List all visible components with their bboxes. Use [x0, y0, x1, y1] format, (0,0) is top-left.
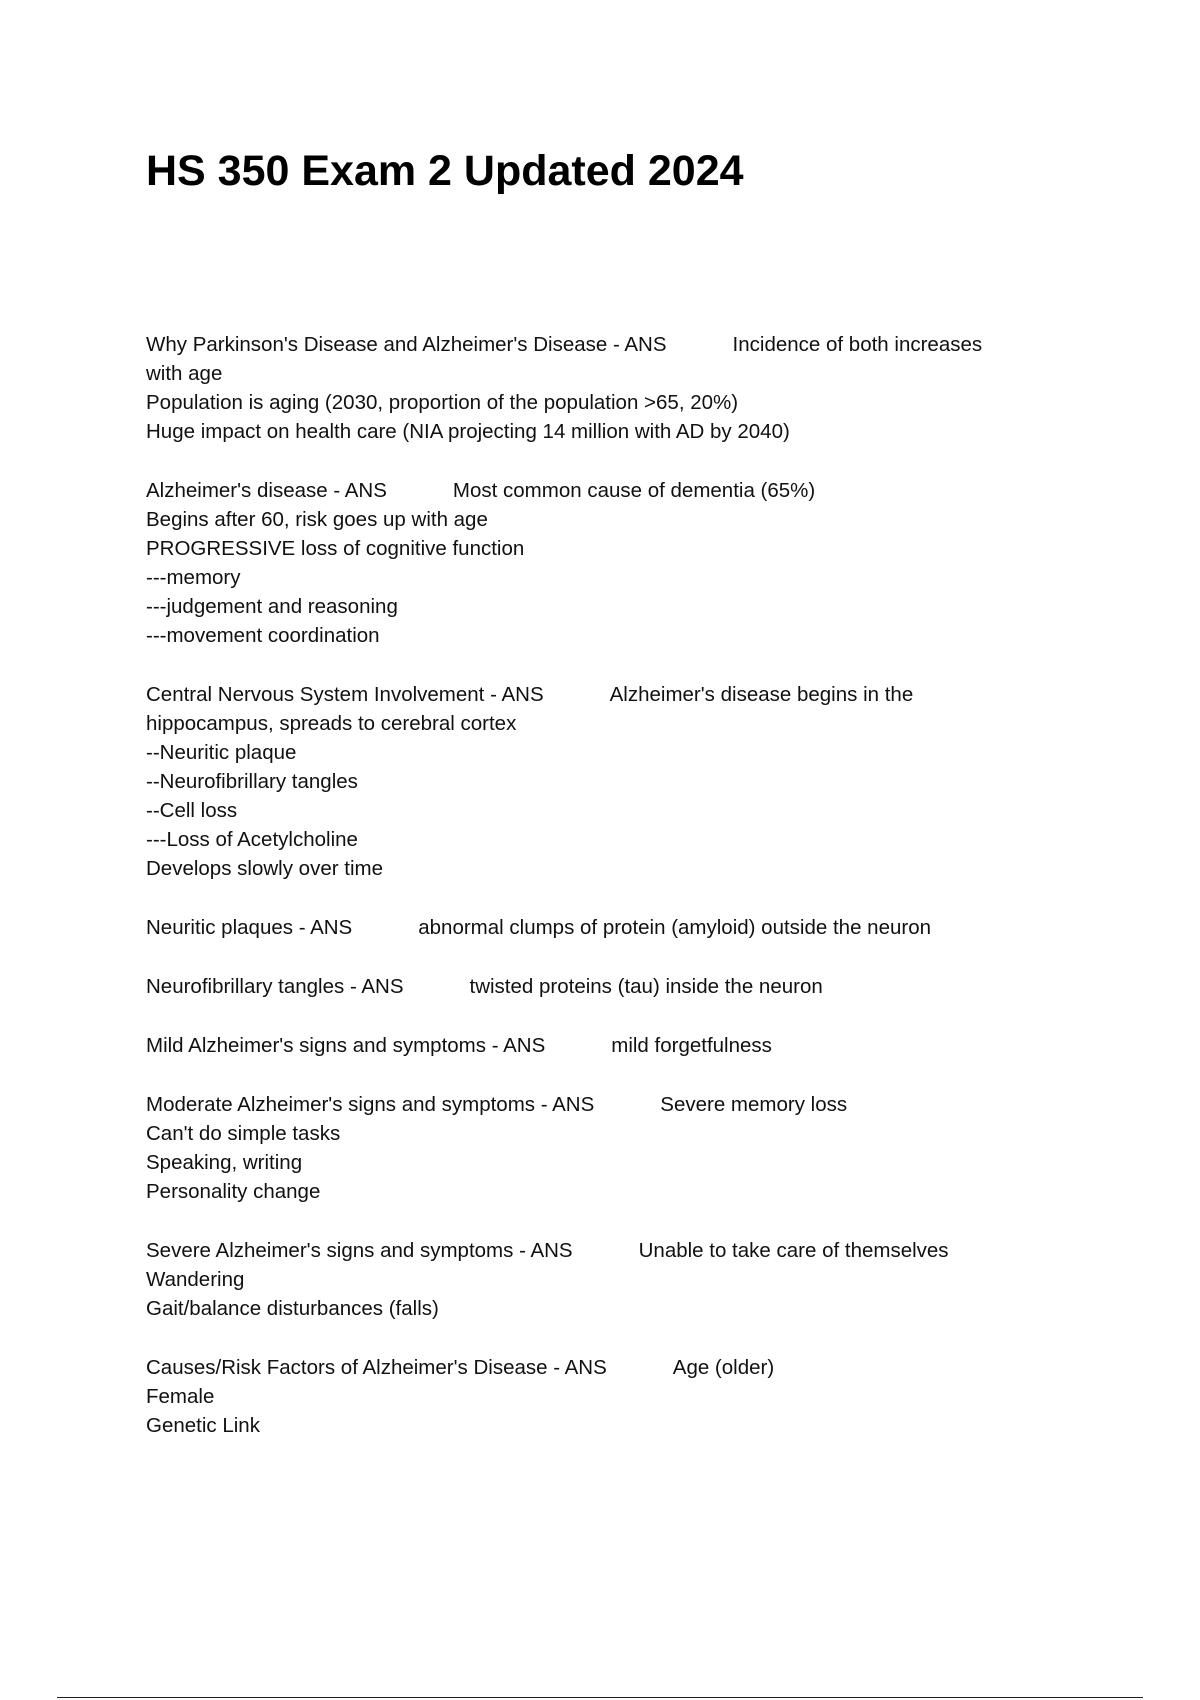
entry-answer-line: Wandering [146, 1268, 245, 1291]
entry-heading-line [146, 1236, 1066, 1265]
entry-heading-line [146, 913, 1066, 942]
entry-term: Causes/Risk Factors of Alzheimer's Disease - ANS [146, 1356, 607, 1379]
flashcard-entry [146, 1031, 1066, 1060]
page-bottom-divider [57, 1697, 1143, 1698]
document-title: HS 350 Exam 2 Updated 2024 [146, 147, 744, 195]
entry-answer-line: with age [146, 362, 223, 385]
entry-answer-line: --Cell loss [146, 799, 238, 822]
entry-term: Mild Alzheimer's signs and symptoms - ANS [146, 1034, 546, 1057]
entry-heading-line [146, 680, 1066, 709]
entry-answer: mild forgetfulness [611, 1034, 772, 1057]
entry-term: Neurofibrillary tangles - ANS [146, 975, 404, 998]
entry-term: Severe Alzheimer's signs and symptoms - ANS [146, 1239, 573, 1262]
entry-answer-line: --Neuritic plaque [146, 741, 297, 764]
entry-answer-line: Personality change [146, 1180, 321, 1203]
entry-answer: Alzheimer's disease begins in the [609, 683, 914, 706]
entry-answer-line: ---movement coordination [146, 624, 380, 647]
entry-answer: Most common cause of dementia (65%) [452, 479, 816, 502]
entry-answer: Unable to take care of themselves [638, 1239, 949, 1262]
entry-answer-line: Begins after 60, risk goes up with age [146, 508, 488, 531]
entry-answer: Age (older) [672, 1356, 775, 1379]
entry-heading-line [146, 1090, 1066, 1119]
entry-answer-line: Genetic Link [146, 1414, 260, 1437]
entry-answer: Severe memory loss [660, 1093, 848, 1116]
flashcard-entry [146, 1353, 1066, 1440]
entry-heading-line [146, 330, 1066, 359]
entry-answer-line: hippocampus, spreads to cerebral cortex [146, 712, 517, 735]
entry-answer: twisted proteins (tau) inside the neuron [469, 975, 823, 998]
entry-term: Neuritic plaques - ANS [146, 916, 353, 939]
flashcard-entry [146, 1236, 1066, 1323]
entry-answer-line: Huge impact on health care (NIA projecting 14 million with AD by 2040) [146, 420, 790, 443]
entry-answer-line: Can't do simple tasks [146, 1122, 341, 1145]
entry-answer: Incidence of both increases [732, 333, 983, 356]
flashcard-list [146, 330, 1066, 1470]
flashcard-entry [146, 680, 1066, 883]
entry-heading-line [146, 972, 1066, 1001]
flashcard-entry [146, 330, 1066, 446]
entry-answer-line: ---memory [146, 566, 241, 589]
entry-answer-line: PROGRESSIVE loss of cognitive function [146, 537, 525, 560]
entry-term: Alzheimer's disease - ANS [146, 479, 387, 502]
entry-heading-line [146, 1031, 1066, 1060]
entry-answer-line: ---judgement and reasoning [146, 595, 398, 618]
flashcard-entry [146, 972, 1066, 1001]
entry-answer-line: --Neurofibrillary tangles [146, 770, 358, 793]
entry-answer-line: Speaking, writing [146, 1151, 303, 1174]
entry-answer: abnormal clumps of protein (amyloid) outside the neuron [418, 916, 932, 939]
entry-term: Moderate Alzheimer's signs and symptoms - ANS [146, 1093, 595, 1116]
entry-answer-line: Develops slowly over time [146, 857, 383, 880]
entry-answer-line: Female [146, 1385, 215, 1408]
entry-term: Central Nervous System Involvement - ANS [146, 683, 544, 706]
entry-term: Why Parkinson's Disease and Alzheimer's Disease - ANS [146, 333, 667, 356]
entry-heading-line [146, 476, 1066, 505]
entry-heading-line [146, 1353, 1066, 1382]
entry-answer-line: Gait/balance disturbances (falls) [146, 1297, 439, 1320]
flashcard-entry [146, 476, 1066, 650]
flashcard-entry [146, 1090, 1066, 1206]
entry-answer-line: ---Loss of Acetylcholine [146, 828, 358, 851]
entry-answer-line: Population is aging (2030, proportion of the population >65, 20%) [146, 391, 739, 414]
flashcard-entry [146, 913, 1066, 942]
